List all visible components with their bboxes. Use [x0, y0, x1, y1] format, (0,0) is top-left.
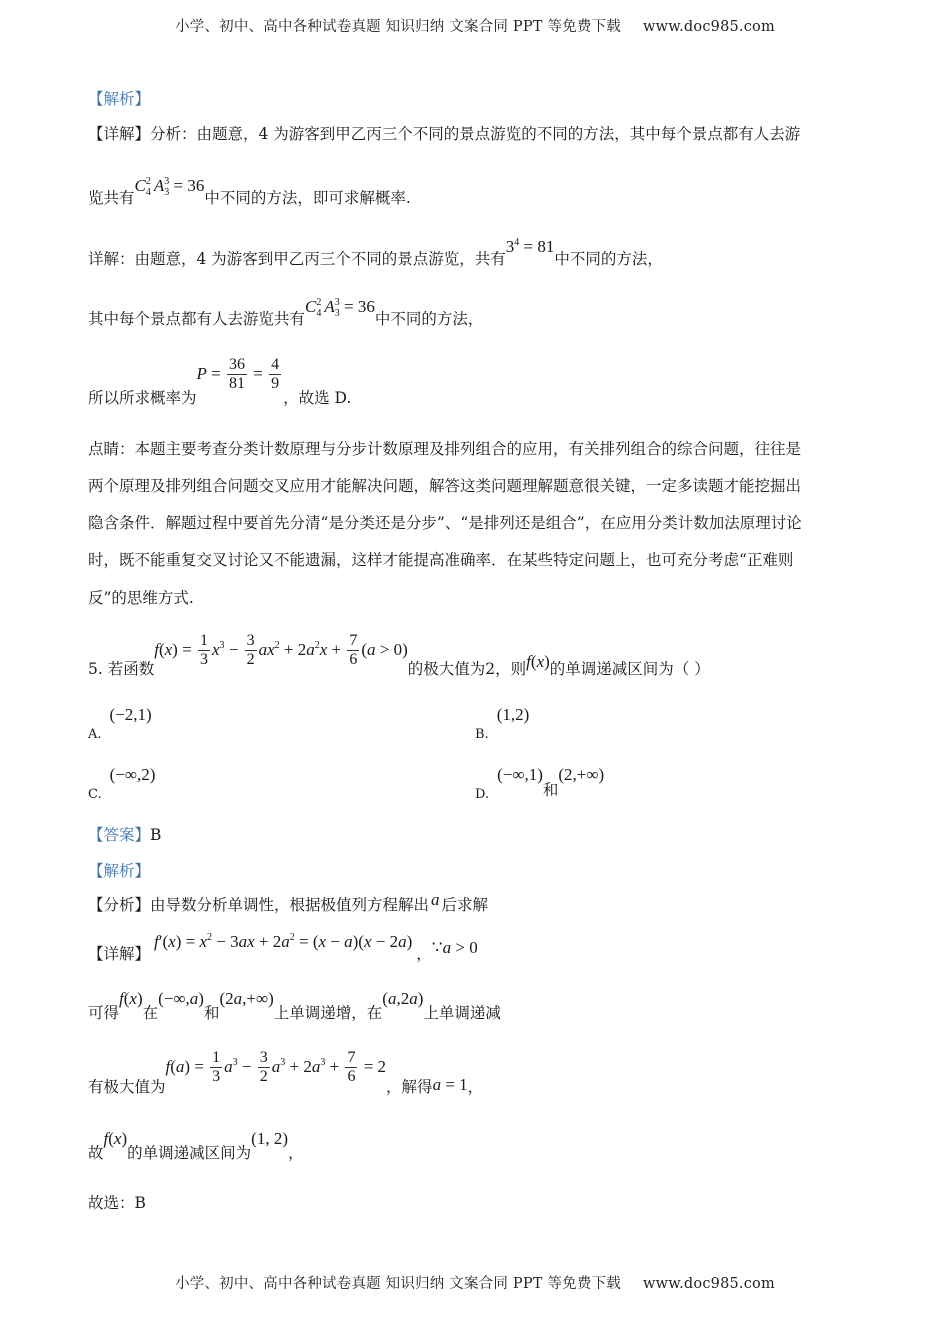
fenxi-text-pre: 由导数分析单调性，根据极值列方程解出 — [150, 896, 430, 914]
q5-fenxi — [88, 890, 489, 914]
q5-answer — [88, 828, 161, 844]
q5-stem — [88, 632, 710, 678]
prev-analysis-line2 — [88, 176, 411, 210]
extreme-formula: f(a) = $\frac{1}{3}$ $a^3$ − $\frac{3}{2}$ $a^3 + 2a^3$ + $\frac{7}{6}$ = 2 — [165, 1049, 387, 1086]
extreme-post: ，解得 — [386, 1077, 433, 1096]
answer-tag: 【答案】 — [88, 826, 151, 844]
dianjing-line-1: 点睛：本题主要考查分类计数原理与分步计数原理及排列组合的应用，有关排列组合的综合问题，往往是 — [88, 440, 802, 458]
conclude-post: ， — [287, 1144, 304, 1162]
analysis-text-2-pre: 览共有 — [88, 189, 135, 207]
q5-monotone-line — [88, 989, 501, 1022]
option-b-label: B. — [475, 727, 489, 742]
answer-value: B — [150, 826, 162, 844]
formula-c42-a33-b: $C_4^2$ $A_3^3 = 36$ — [305, 297, 375, 319]
q5-jiexi-heading — [88, 864, 150, 880]
conclude-pre: 故 — [88, 1144, 104, 1162]
derivative-formula: $f'(x) = x^2 - 3ax + 2a^2 = (x - a)(x - 2a)$ — [154, 932, 413, 951]
interval-a-2a: (a,2a) — [382, 989, 424, 1008]
prev-detail-line2 — [88, 297, 484, 331]
condition-a-positive: ∵a > 0 — [431, 938, 478, 957]
option-a[interactable] — [88, 705, 152, 742]
option-d-label: D. — [475, 787, 490, 802]
fenxi-text-post: 后求解 — [441, 896, 489, 914]
option-a-label: A. — [88, 727, 102, 742]
detail-text-2-post: 中不同的方法， — [374, 310, 484, 328]
footer-url[interactable]: www.doc985.com — [642, 1276, 775, 1292]
formula-c42-a33: $C_4^2$ $A_3^3 = 36$ — [134, 176, 205, 198]
dianjing-line-2: 两个原理及排列组合问题交叉应用才能解决问题，解答这类问题理解题意很关键，一定多读题才能挖掘出 — [88, 477, 802, 495]
conclude-fx: f(x) — [103, 1129, 128, 1148]
monotone-down: 上单调递减 — [423, 1004, 501, 1022]
header-url[interactable]: www.doc985.com — [642, 19, 775, 35]
q5-conclude-line — [88, 1129, 304, 1162]
q5-function-formula: f(x) = $\frac{1}{3}$ $x^3$ − $\frac{3}{2}$ $ax^2 + 2a^2x$ + $\frac{7}{6}$ (a > 0) — [154, 632, 408, 669]
dianjing-line-5: 反”的思维方式. — [88, 589, 194, 607]
formula-probability: P = $\frac{36}{81}$ = $\frac{4}{9}$ — [196, 356, 280, 393]
q5-extreme-line: 有极大值为f(a) = $\frac{1}{3}$ $a^3$ − $\frac{3}{2}$ $a^3 + 2a^3$ + $\frac{7}{6}$ = 2，解得a = 1， — [88, 1049, 484, 1096]
detail-text-3-post: ，故选 D. — [283, 388, 352, 407]
dianjing-line-4: 时，既不能重复交叉讨论又不能遗漏，这样才能提高准确率．在某些特定问题上，也可充分考虑“正难则 — [88, 551, 794, 569]
option-d-joiner: 和 — [542, 781, 559, 799]
q5-detail-derivative: 【详解】$f'(x) = x^2 - 3ax + 2a^2 = (x - a)(x - 2a)$，∵a > 0 — [88, 932, 478, 963]
analysis-text-2-post: 中不同的方法，即可求解概率. — [204, 189, 411, 207]
solution-a-eq-1: a = 1 — [432, 1074, 468, 1094]
option-b-value: (1,2) — [496, 705, 530, 724]
analysis-text-1: 分析：由题意，4 为游客到甲乙丙三个不同的景点游览的不同的方法，其中每个景点都有人去游 — [150, 125, 801, 143]
q5-jiexi-tag: 【解析】 — [88, 862, 151, 880]
jiexi-tag: 【解析】 — [88, 90, 151, 108]
detail-text-1-post: 中不同的方法， — [554, 250, 663, 268]
q5-final-answer: 故选：B — [88, 1194, 146, 1212]
header-text: 小学、初中、高中各种试卷真题 知识归纳 文案合同 PPT 等免费下载 — [175, 19, 621, 35]
prev-jiexi-heading — [88, 92, 150, 108]
q5-stem-pre: 5. 若函数 — [88, 659, 155, 678]
footer-text: 小学、初中、高中各种试卷真题 知识归纳 文案合同 PPT 等免费下载 — [175, 1276, 621, 1292]
fenxi-tag: 【分析】 — [88, 896, 151, 914]
monotone-he: 和 — [203, 1004, 220, 1022]
q5-stem-post: 的单调递减区间为（ ） — [549, 659, 710, 678]
option-c[interactable] — [88, 765, 156, 802]
option-a-value: (−2,1) — [109, 705, 152, 724]
q5-stem-mid: 的极大值为2，则 — [407, 659, 527, 678]
extreme-pre: 有极大值为 — [88, 1077, 166, 1096]
monotone-pre: 可得 — [88, 1004, 120, 1022]
detail-tag: 【详解】 — [88, 125, 151, 143]
q5-fx: f(x) — [526, 651, 550, 671]
page-header — [0, 15, 950, 36]
monotone-fx: f(x) — [119, 989, 143, 1008]
detail-text-2-pre: 其中每个景点都有人去游览共有 — [88, 310, 306, 328]
prev-detail-line3 — [88, 356, 352, 407]
prev-detail-line1 — [88, 237, 663, 268]
option-d-value-2: (2,+∞) — [558, 765, 605, 784]
page-footer — [0, 1272, 950, 1293]
conclude-mid: 的单调递减区间为 — [127, 1144, 252, 1162]
option-c-value: (−∞,2) — [109, 765, 156, 784]
dianjing-line-3: 隐含条件．解题过程中要首先分清“是分类还是分步”、“是排列还是组合”，在应用分类计数加法原理讨论 — [88, 514, 802, 532]
option-c-label: C. — [88, 787, 102, 802]
interval-neg-inf-a: (−∞,a) — [158, 989, 204, 1008]
option-b[interactable] — [475, 705, 530, 742]
interval-2a-inf: (2a,+∞) — [219, 989, 274, 1008]
conclude-interval: (1, 2) — [251, 1129, 288, 1148]
option-d[interactable] — [475, 765, 605, 802]
option-d-value-1: (−∞,1) — [497, 765, 543, 784]
detail-text-1-pre: 详解：由题意，4 为游客到甲乙丙三个不同的景点游览，共有 — [88, 250, 506, 268]
monotone-zai: 在 — [142, 1004, 159, 1022]
monotone-up: 上单调递增，在 — [273, 1004, 383, 1022]
formula-3-pow-4: $3^4 = 81$ — [505, 237, 555, 256]
q5-detail-tag: 【详解】 — [88, 945, 151, 963]
prev-analysis-line1 — [88, 127, 800, 143]
detail-text-3-pre: 所以所求概率为 — [88, 388, 197, 407]
fenxi-var-a: a — [431, 890, 440, 909]
